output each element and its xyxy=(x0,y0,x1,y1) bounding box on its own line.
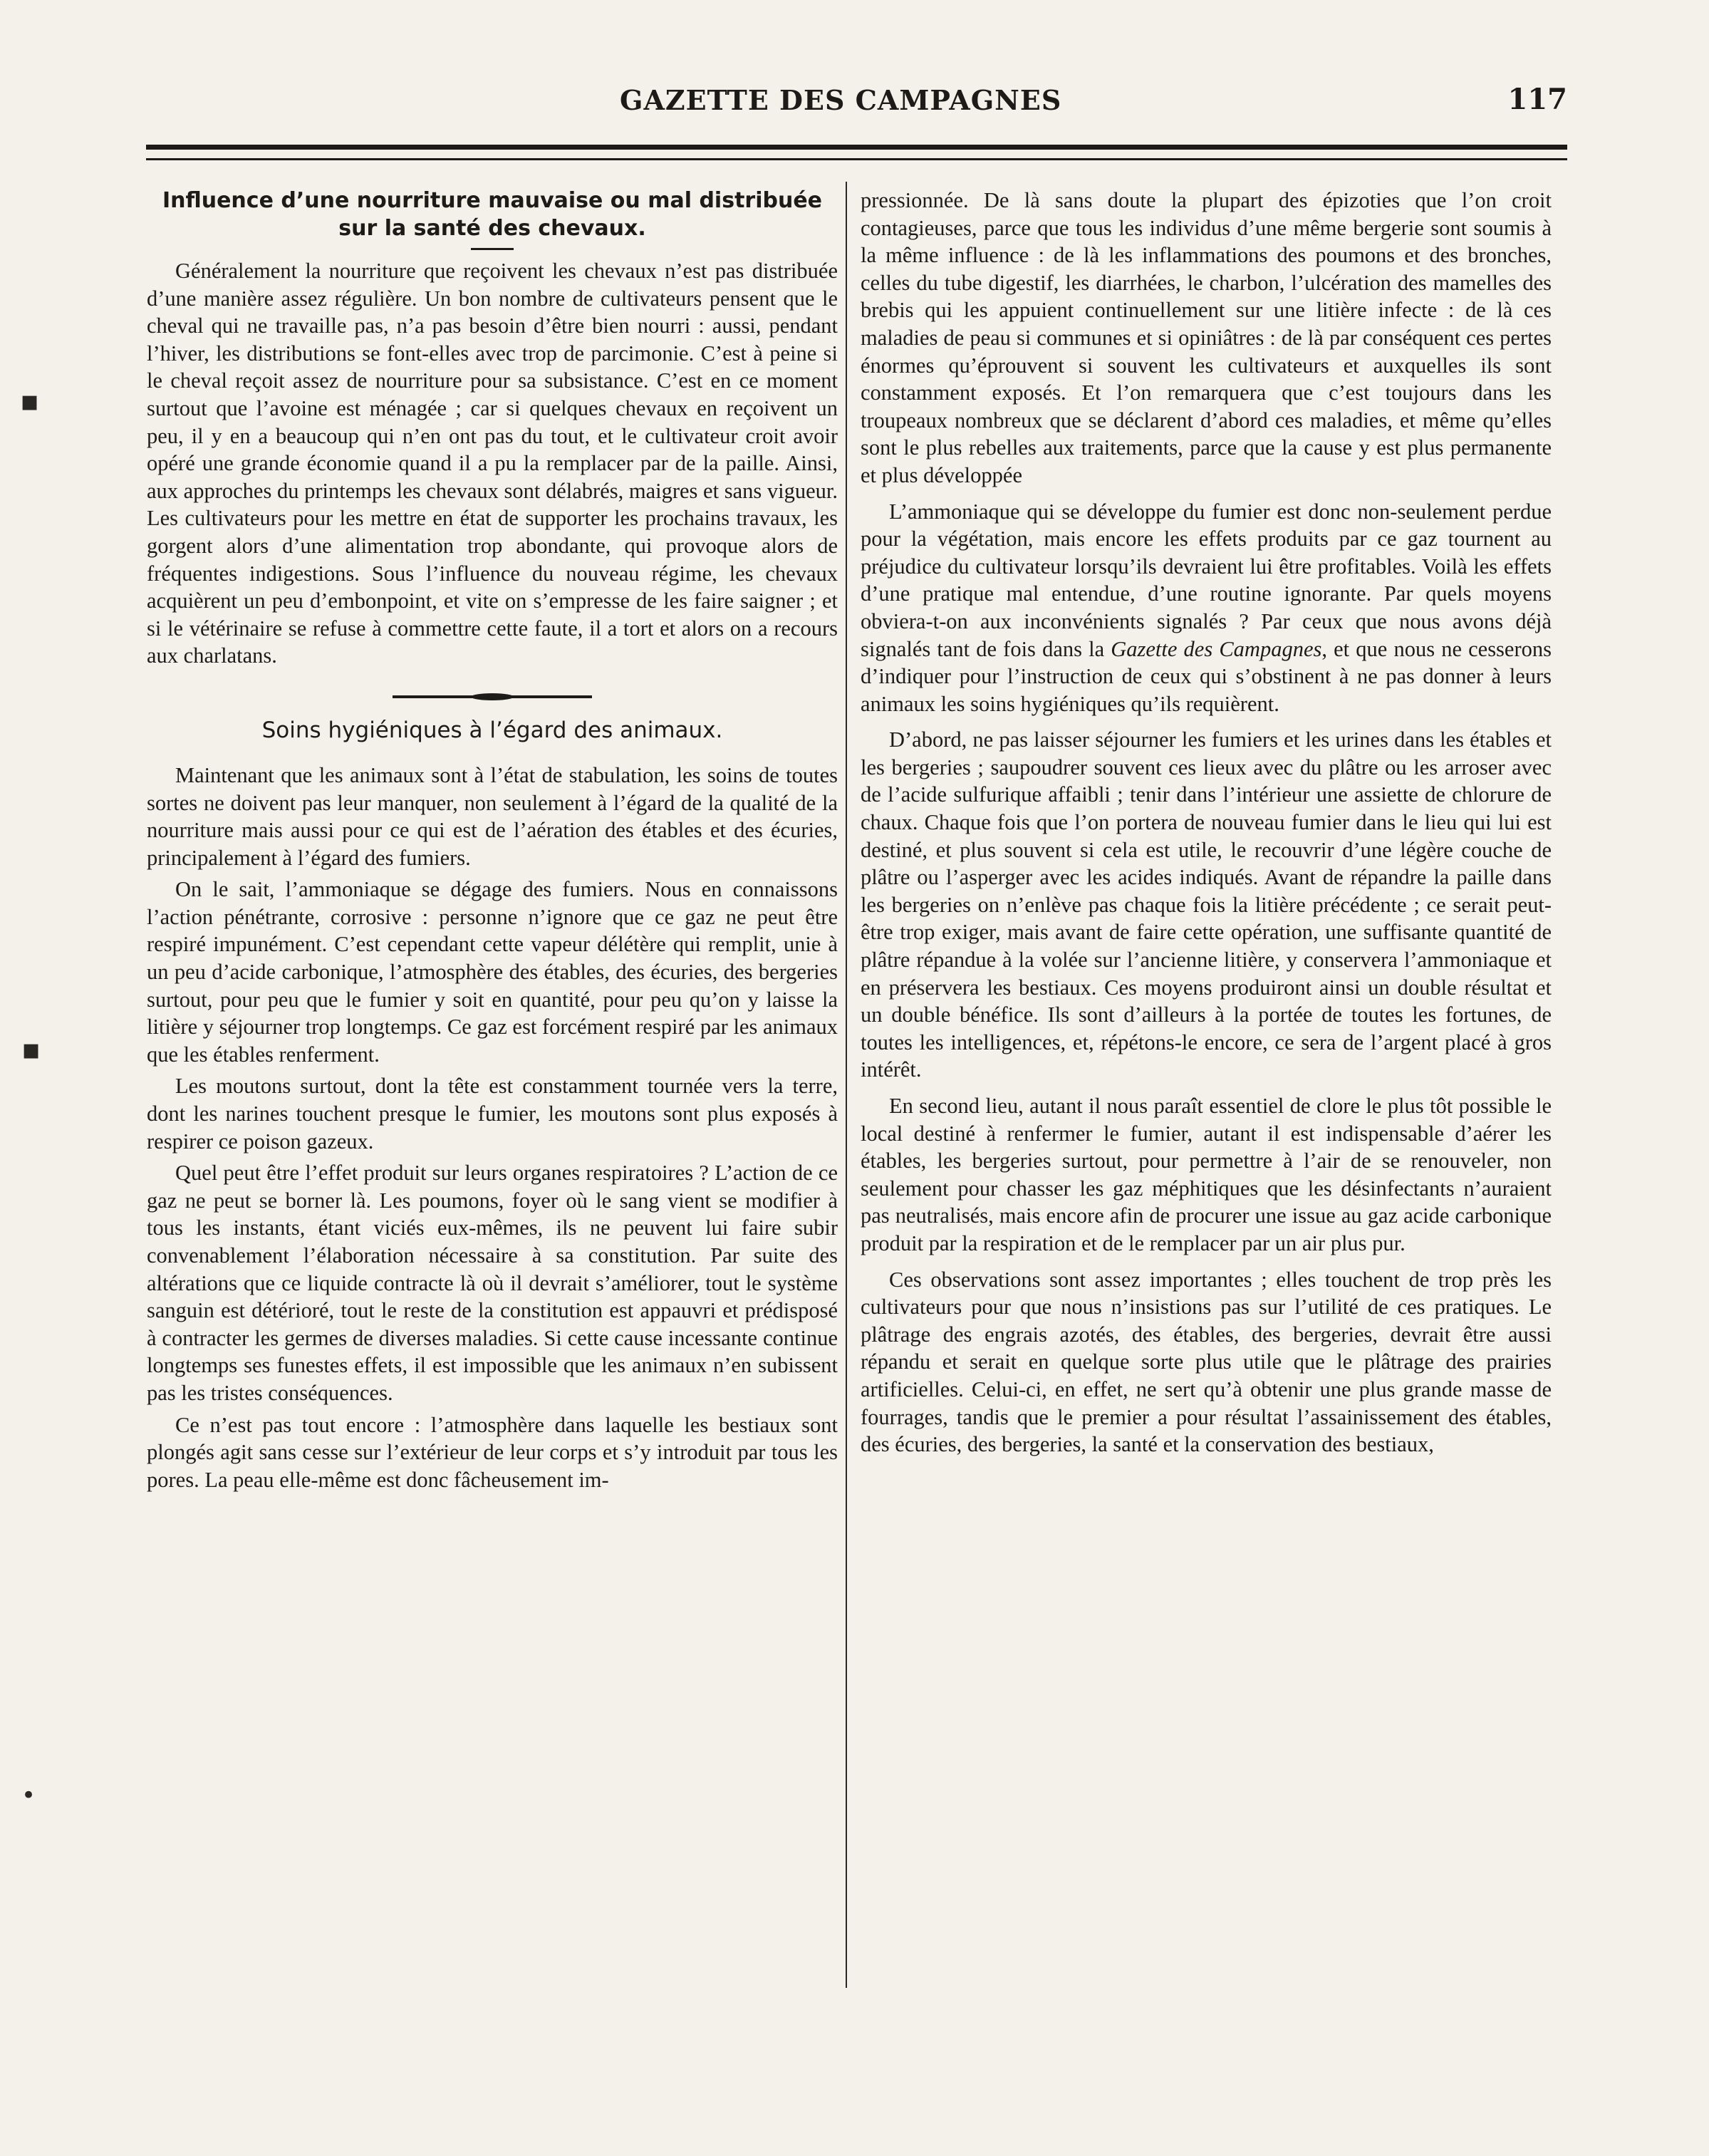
paragraph: Généralement la nourriture que reçoivent les chevaux n’est pas distribuée d’une manière assez régulière. Un bon nombre de cultivateurs pensent que le cheval qui ne travaille pas, n’a pas besoin d’être bien nourri : aussi, pendant l’hiver, les distributions se font-elles avec trop de parcimonie. C’est à peine si le cheval reçoit assez de nourriture pour sa subsistance. C’est en ce moment surtout que l’avoine est ménagée ; car si quelques chevaux en reçoivent un peu, il y en a beaucoup qui n’en ont pas du tout, et le cultivateur croit avoir opéré une grande économie quand il a pu la remplacer par de la paille. Ainsi, aux approches du printemps les chevaux sont délabrés, maigres et sans vigueur. Les cultivateurs pour les mettre en état de supporter les prochains travaux, les gorgent alors d’une alimentation trop abondante, qui provoque alors de fréquentes indigestions. Sous l’influence du nouveau régime, les chevaux acquièrent un peu d’embonpoint, et vite on s’empresse de les faire saigner ; et si le vétérinaire se refuse à commettre cette faute, il a tort et alors on a recours aux charlatans. xyxy=(147,259,838,668)
title-dash xyxy=(471,248,514,250)
margin-stain-mark: ▪ xyxy=(20,385,40,418)
running-title: GAZETTE DES CAMPAGNES xyxy=(620,84,1062,116)
article-body xyxy=(147,762,838,1493)
paragraph: On le sait, l’ammoniaque se dégage des fumiers. Nous en connaissons l’action pénétrante, corrosive : personne n’ignore que ce gaz ne peut être respiré impunément. C’est cependant cette vapeur délétère qui remplit, unie à un peu d’acide carbonique, l’atmosphère des étables, des écuries, des bergeries surtout, pour peu que le fumier y soit en quantité, pour peu qu’on y laisse la litière y séjourner trop longtemps. Ce gaz est forcément respiré par les animaux que les étables renferment. xyxy=(147,877,838,1067)
header-rule-thick xyxy=(146,145,1567,150)
paragraph: Quel peut être l’effet produit sur leurs organes respiratoires ? L’action de ce gaz ne peut se borner là. Les poumons, foyer où le sang vient se modifier à tous les instants, étant viciés eux-mêmes, ils ne peuvent lui faire subir convenablement l’élaboration nécessaire à sa constitution. Par suite des altérations que ce liquide contracte là où il devrait s’améliorer, tout le système sanguin est détérioré, tout le reste de la constitution est appauvri et prédisposé à contracter les germes de diverses maladies. Si cette cause incessante continue longtemps ses funestes effets, il est impossible que les animaux n’en subissent pas les tristes conséquences. xyxy=(147,1161,838,1405)
article-body-continued xyxy=(861,187,1552,1458)
right-column xyxy=(861,187,1552,1463)
page-number: 117 xyxy=(1507,83,1567,116)
paragraph: L’ammoniaque qui se développe du fumier est donc non-seulement perdue pour la végétation, mais encore les effets produits par ce gaz tournent au préjudice du cultivateur lorsqu’ils devraient lui être profitables. Voilà les effets d’une pratique mal entendue, d’une routine ignorante. Par quels moyens obviera-t-on aux inconvénients signalés ? Par ceux que nous avons déjà signalés tant de fois dans la Gazette des Campagnes, et que nous ne cesserons d’indiquer pour l’instruction de ceux qui s’obstinent à ne pas donner à leurs animaux les soins hygiéniques qu’ils requièrent. xyxy=(861,499,1552,716)
left-column xyxy=(147,187,838,1498)
italic-reference: Gazette des Campagnes xyxy=(1111,636,1322,661)
article-title: Influence d’une nourriture mauvaise ou mal distribuée sur la santé des chevaux. xyxy=(162,188,823,241)
paragraph: D’abord, ne pas laisser séjourner les fumiers et les urines dans les étables et les bergeries ; saupoudrer souvent ces lieux avec du plâtre ou les arroser avec de l’acide sulfurique affaibli ; tenir dans l’intérieur une assiette de chlorure de chaux. Chaque fois que l’on portera de nouveau fumier dans le lieu qui lui est destiné, et plus souvent si cela est utile, le recouvrir d’une légère couche de plâtre ou l’asperger avec les acides indiqués. Avant de répandre la paille dans les bergeries on n’enlève pas chaque fois la litière précédente ; ce serait peut-être trop exiger, mais avant de faire cette opération, une suffisante quantité de plâtre répandue à la volée sur l’ancienne litière, y conservera l’ammoniaque et en préservera les bestiaux. Ces moyens produiront ainsi un double résultat et un double bénéfice. Ils sont d’ailleurs à la portée de toutes les fortunes, de toutes les intelligences, et, répétons-le encore, ce sera de l’argent placé à gros intérêt. xyxy=(861,727,1552,1082)
margin-stain-mark: • xyxy=(21,1781,36,1810)
paragraph: pressionnée. De là sans doute la plupart des épizoties que l’on croit contagieuses, parce que tous les individus d’une même bergerie sont soumis à la même influence : de là les inflammations des poumons et des bronches, celles du tube digestif, les diarrhées, le charbon, l’ulcération des mamelles des brebis qui les appuient continuellement sur une litière infecte : de là ces maladies de peau si communes et si opiniâtres : de là par conséquent ces pertes énormes qu’éprouvent si souvent les cultivateurs et auxquelles ils sont constamment exposés. Et l’on remarquera que c’est toujours dans les troupeaux nombreux que se déclarent d’abord ces maladies, et même qu’elles sont le plus rebelles aux traitements, parce que la cause y est plus permanente et plus développée xyxy=(861,188,1552,487)
paragraph: Maintenant que les animaux sont à l’état de stabulation, les soins de toutes sortes ne doivent pas leur manquer, non seulement à l’égard de la qualité de la nourriture mais aussi pour ce qui est de l’aération des étables et des écuries, principalement à l’égard des fumiers. xyxy=(147,762,838,870)
article-title: Soins hygiéniques à l’égard des animaux. xyxy=(261,717,723,743)
header-rule-thin xyxy=(146,158,1567,160)
column-divider xyxy=(846,182,847,1988)
paragraph: Ces observations sont assez importantes ; elles touchent de trop près les cultivateurs pour que nous n’insistions pas sur l’utilité de ces pratiques. Le plâtrage des engrais azotés, des étables, des bergeries, devrait être aussi répandu et serait en quelque sorte plus utile que le plâtrage des prairies artificielles. Celui-ci, en effet, ne sert qu’à obtenir une plus grande masse de fourrages, tandis que le premier a pour résultat l’assainissement des étables, des écuries, des bergeries, la santé et la conservation des bestiaux, xyxy=(861,1267,1552,1457)
article-body xyxy=(147,257,838,670)
paragraph: Ce n’est pas tout encore : l’atmosphère dans laquelle les bestiaux sont plongés agit sans cesse sur l’extérieur de leur corps et s’y introduit par tous les pores. La peau elle-même est donc fâcheusement im- xyxy=(147,1412,838,1492)
page-header xyxy=(150,77,1567,120)
margin-stain-mark: ▪ xyxy=(21,1033,41,1066)
section-separator xyxy=(393,695,592,698)
paragraph: En second lieu, autant il nous paraît essentiel de clore le plus tôt possible le local destiné à renfermer le fumier, autant il est indispensable d’aérer les étables, les bergeries surtout, pour permettre à l’air de se renouveler, non seulement pour chasser les gaz méphitiques que les désinfectants n’auraient pas neutralisés, mais encore afin de procurer une issue au gaz acide carbonique produit par la respiration et de le remplacer par un air plus pur. xyxy=(861,1094,1552,1255)
paragraph: Les moutons surtout, dont la tête est constamment tournée vers la terre, dont les narines touchent presque le fumier, les moutons sont plus exposés à respirer ce poison gazeux. xyxy=(147,1074,838,1154)
